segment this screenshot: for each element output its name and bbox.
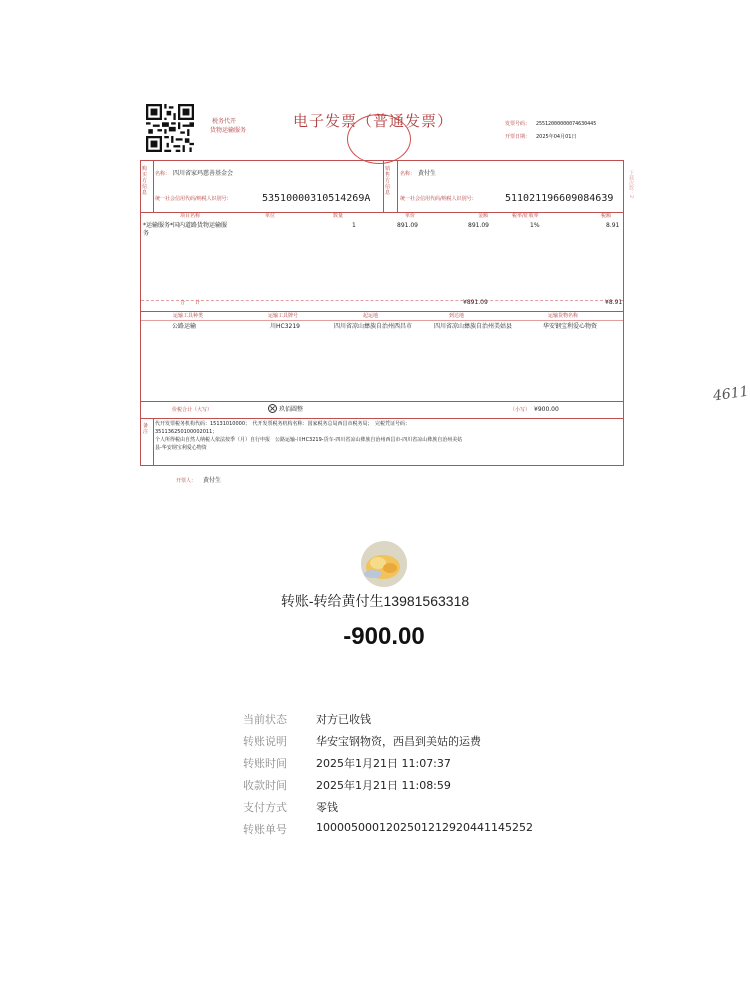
transport-kind: 公路运输 (172, 323, 197, 330)
total-label: 合 计 (180, 300, 201, 306)
transfer-amount: -900.00 (343, 623, 425, 650)
transport-origin: 四川省凉山彝族自治州西昌市 (334, 323, 413, 330)
avatar (361, 541, 407, 587)
buyer-name-label: 名称： (155, 171, 171, 177)
remarks-line-1: 代开发票税务机构代码：15131010000； 代开发票税务机构名称：国家税务总局西昌市税务局； 完税凭证号码： (155, 421, 410, 427)
handwritten-note: 4611 (712, 383, 750, 405)
seller-tax-id: 511021196609084639 (505, 193, 614, 204)
item-name-line-1: *运输服务*国内道路货物运输服 (143, 222, 228, 229)
header-item-name: 项目名称 (180, 213, 201, 219)
header-tax: 税额 (601, 213, 612, 219)
seller-side-label: 销售方信息 (385, 166, 391, 196)
remarks-line-2: 351136250100002011； (155, 429, 218, 435)
transport-header-origin: 起运地 (363, 313, 379, 319)
transport-plate: 川HC3219 (270, 323, 300, 330)
remarks-line-3: 个人所得税由自然人纳税人依法按季（月）自行申报 公路运输-川HC3219-货车-四川省凉山彝族自治州西昌市-四川省凉山彝族自治州美姑 (155, 437, 463, 443)
download-count: 下载次数：2 (628, 170, 634, 199)
item-amount: 891.09 (468, 222, 489, 229)
buyer-name: 四川省家玛慈善基金会 (173, 170, 234, 177)
buyer-side-label: 购买方信息 (142, 166, 148, 196)
header-unit-price: 单价 (405, 213, 416, 219)
invoice-date: 2025年04月01日 (536, 134, 577, 140)
issuer-name: 黄付生 (203, 477, 222, 484)
header-amount: 金额 (478, 213, 489, 219)
item-rate: 1% (530, 222, 540, 229)
remarks-line-4: 县-华安钢宝利爱心物资 (155, 445, 207, 451)
item-name-line-2: 务 (143, 230, 150, 237)
transport-header-goods: 运输货物名称 (548, 313, 579, 319)
item-tax: 8.91 (606, 222, 620, 229)
transfer-title: 转账-转给黄付生13981563318 (280, 593, 470, 609)
transport-header-plate: 运输工具牌号 (268, 313, 299, 319)
issuer-label: 开票人： (176, 478, 197, 484)
buyer-tax-label: 统一社会信用代码/纳税人识别号： (155, 196, 232, 202)
seller-tax-label: 统一社会信用代码/纳税人识别号： (400, 196, 477, 202)
header-tax-rate: 税率/征收率 (512, 213, 539, 219)
agent-line-2: 货物运输服务 (210, 127, 247, 134)
invoice-no: 25512000000074630445 (536, 121, 597, 127)
invoice-date-label: 开票日期： (505, 134, 531, 140)
qr-code (146, 104, 194, 152)
cross-circle-icon (268, 404, 277, 413)
header-unit: 单位 (265, 213, 276, 219)
transport-header-kind: 运输工具种类 (173, 313, 204, 319)
grand-total-small: ¥900.00 (534, 406, 559, 413)
transport-goods: 华安钢宝利爱心物资 (543, 323, 598, 330)
grand-total-upper: 玖佰圆整 (279, 406, 304, 413)
invoice-no-label: 发票号码： (505, 121, 531, 127)
grand-total-small-label: （小写） (510, 407, 531, 413)
transport-dest: 四川省凉山彝族自治州美姑县 (434, 323, 513, 330)
grand-total-label: 价税合计（大写） (172, 407, 213, 413)
total-amount: ¥891.09 (463, 299, 488, 306)
invoice-title: 电子发票（普通发票） (293, 112, 454, 130)
item-unit-price: 891.09 (397, 222, 418, 229)
total-tax: ¥8.91 (605, 299, 623, 306)
transport-header-dest: 到达地 (449, 313, 465, 319)
seller-name-label: 名称： (400, 171, 416, 177)
remarks-label: 备注 (143, 423, 149, 435)
seller-name: 黄付生 (418, 170, 437, 177)
buyer-tax-id: 53510000310514269A (262, 193, 371, 204)
agent-line-1: 税务代开 (212, 118, 237, 125)
item-qty: 1 (352, 222, 356, 229)
header-qty: 数量 (333, 213, 344, 219)
